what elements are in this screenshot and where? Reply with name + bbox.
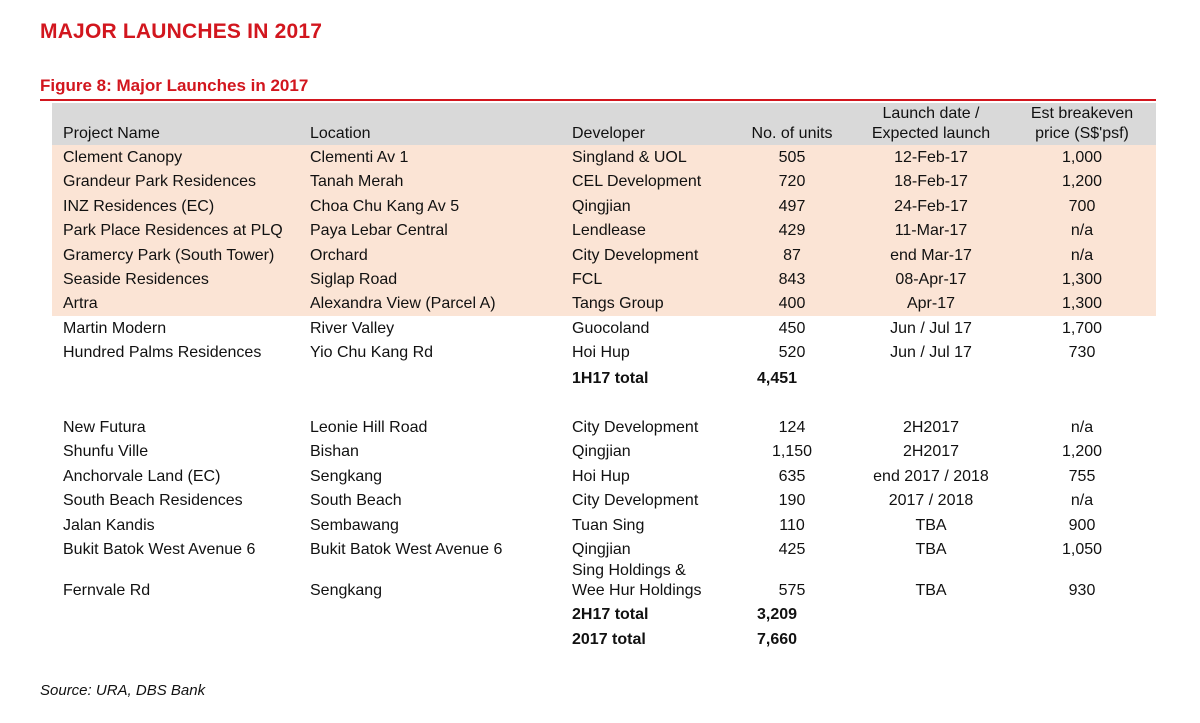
cell-developer: Tuan Sing	[572, 516, 645, 534]
cell-project: Park Place Residences at PLQ	[63, 222, 283, 240]
cell-price: 755	[1068, 467, 1096, 485]
cell-launch: 2017 / 2018	[888, 492, 974, 510]
cell-location: Tanah Merah	[310, 173, 404, 191]
cell-location: Siglap Road	[310, 271, 398, 288]
source-note: Source: URA, DBS Bank	[40, 682, 206, 699]
cell-location: Bukit Batok West Avenue 6	[310, 541, 503, 558]
header-location: Location	[310, 125, 371, 142]
cell-launch: TBA	[915, 541, 947, 558]
cell-price: 1,050	[1061, 541, 1103, 558]
cell-project: Seaside Residences	[63, 271, 209, 288]
cell-launch: TBA	[915, 582, 947, 599]
total-label: 2H17 total	[572, 606, 649, 623]
cell-developer: City Development	[572, 246, 699, 264]
cell-developer: Qingjian	[572, 541, 631, 558]
total-units: 3,209	[757, 606, 798, 623]
cell-launch: 08-Apr-17	[895, 271, 967, 288]
cell-developer: Singland & UOL	[572, 149, 687, 166]
cell-location: Yio Chu Kang Rd	[310, 344, 434, 362]
cell-launch: 11-Mar-17	[894, 222, 968, 240]
cell-launch: 2H2017	[902, 419, 960, 436]
cell-developer: FCL	[572, 271, 603, 288]
header-price-line1: Est breakeven	[1030, 105, 1134, 122]
cell-price: 1,300	[1061, 295, 1103, 313]
cell-price: 700	[1068, 197, 1096, 215]
cell-location: Sengkang	[310, 467, 383, 485]
cell-developer-line1: Sing Holdings &	[572, 562, 686, 579]
cell-location: Sengkang	[310, 582, 383, 599]
cell-units: 635	[778, 467, 806, 485]
cell-launch: Jun / Jul 17	[890, 344, 972, 362]
cell-project: Bukit Batok West Avenue 6	[63, 541, 256, 558]
cell-units: 190	[778, 492, 806, 510]
cell-project: Clement Canopy	[63, 149, 183, 166]
cell-project: New Futura	[63, 419, 146, 436]
cell-units: 505	[778, 149, 806, 166]
cell-project: Jalan Kandis	[63, 516, 155, 534]
total-label: 2017 total	[572, 631, 646, 648]
cell-units: 124	[778, 419, 806, 436]
cell-location: Paya Lebar Central	[310, 222, 448, 240]
cell-developer: CEL Development	[572, 173, 702, 191]
cell-project: Martin Modern	[63, 319, 167, 337]
cell-location: Sembawang	[310, 516, 399, 534]
cell-launch: Apr-17	[906, 295, 956, 313]
cell-price: n/a	[1070, 246, 1094, 264]
cell-project: Anchorvale Land (EC)	[63, 467, 221, 485]
header-project: Project Name	[63, 125, 160, 142]
cell-price: n/a	[1070, 419, 1094, 436]
cell-price: n/a	[1070, 492, 1094, 510]
header-developer: Developer	[572, 125, 645, 142]
cell-launch: 24-Feb-17	[894, 197, 968, 215]
cell-price: n/a	[1070, 222, 1094, 240]
cell-launch: 18-Feb-17	[894, 173, 968, 191]
cell-location: Bishan	[310, 443, 359, 461]
header-launch-line2: Expected launch	[871, 125, 991, 142]
header-launch-line1: Launch date /	[882, 105, 980, 122]
cell-developer: Guocoland	[572, 319, 650, 337]
cell-price: 730	[1068, 344, 1096, 362]
cell-location: Leonie Hill Road	[310, 419, 428, 436]
cell-price: 1,300	[1061, 271, 1103, 288]
cell-project: Gramercy Park (South Tower)	[63, 246, 275, 264]
cell-developer: Tangs Group	[572, 295, 664, 313]
cell-developer: Qingjian	[572, 443, 631, 461]
cell-project: INZ Residences (EC)	[63, 197, 215, 215]
cell-price: 1,000	[1061, 149, 1103, 166]
header-price-line2: price (S$'psf)	[1035, 125, 1129, 142]
cell-project: Artra	[63, 295, 98, 313]
cell-developer: City Development	[572, 419, 699, 436]
cell-units: 720	[778, 173, 806, 191]
section-title: MAJOR LAUNCHES IN 2017	[40, 20, 323, 43]
cell-units: 425	[778, 541, 806, 558]
cell-location: Clementi Av 1	[310, 149, 409, 166]
cell-location: South Beach	[310, 492, 402, 510]
cell-units: 429	[778, 222, 806, 240]
cell-project: Shunfu Ville	[63, 443, 149, 461]
cell-developer: Hoi Hup	[572, 344, 630, 362]
cell-project: Hundred Palms Residences	[63, 344, 262, 362]
cell-project: South Beach Residences	[63, 492, 243, 510]
total-units: 7,660	[757, 631, 798, 648]
total-units: 4,451	[757, 370, 798, 387]
figure-title: Figure 8: Major Launches in 2017	[40, 76, 309, 95]
cell-price: 1,700	[1061, 319, 1103, 337]
cell-units: 400	[778, 295, 806, 313]
cell-location: Orchard	[310, 246, 368, 264]
cell-developer: Qingjian	[572, 197, 631, 215]
total-label: 1H17 total	[572, 370, 649, 387]
cell-units: 450	[778, 319, 806, 337]
cell-project: Fernvale Rd	[63, 582, 151, 599]
cell-launch: 2H2017	[902, 443, 960, 461]
cell-units: 497	[778, 197, 806, 215]
cell-price: 900	[1068, 516, 1096, 534]
cell-developer-line2: Wee Hur Holdings	[572, 582, 702, 599]
cell-units: 87	[783, 246, 801, 264]
cell-developer: City Development	[572, 492, 699, 510]
cell-price: 930	[1068, 582, 1096, 599]
cell-location: River Valley	[310, 319, 395, 337]
cell-units: 843	[778, 271, 806, 288]
cell-developer: Lendlease	[572, 222, 646, 240]
cell-launch: TBA	[915, 516, 947, 534]
cell-project: Grandeur Park Residences	[63, 173, 256, 191]
cell-price: 1,200	[1061, 173, 1103, 191]
cell-price: 1,200	[1061, 443, 1103, 461]
cell-launch: end 2017 / 2018	[873, 467, 989, 485]
cell-launch: Jun / Jul 17	[890, 319, 972, 337]
cell-location: Alexandra View (Parcel A)	[310, 295, 496, 313]
title-rule	[40, 99, 1156, 101]
header-units: No. of units	[751, 125, 833, 142]
cell-units: 1,150	[771, 443, 813, 461]
cell-units: 520	[778, 344, 806, 362]
cell-units: 110	[779, 516, 805, 534]
cell-launch: end Mar-17	[890, 246, 972, 264]
cell-location: Choa Chu Kang Av 5	[310, 197, 460, 215]
cell-developer: Hoi Hup	[572, 467, 630, 485]
cell-units: 575	[778, 582, 806, 599]
cell-launch: 12-Feb-17	[894, 149, 968, 166]
